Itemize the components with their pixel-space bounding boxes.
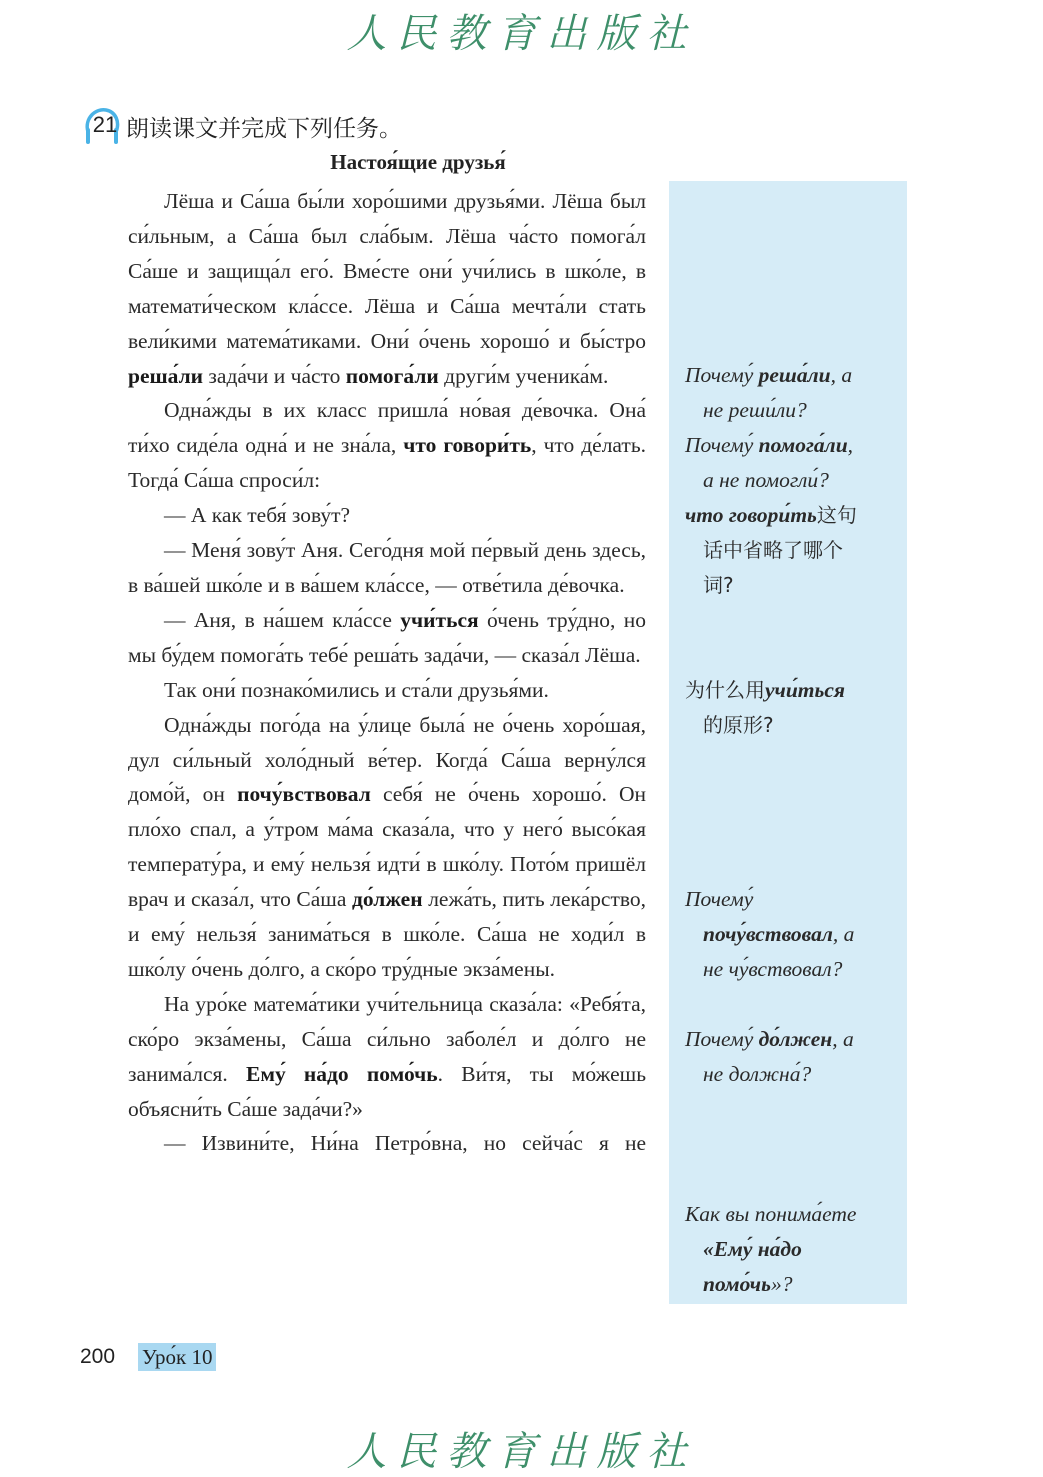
note-text: не должна́?	[703, 1061, 812, 1086]
note-text: , а	[832, 921, 855, 946]
story-paragraph	[128, 393, 646, 498]
story-paragraph	[128, 673, 646, 708]
story-text-run: о́чень тру́дно, но мы бу́дем помога́ть тебе́ реша́ть зада́чи, — сказа́л Лёша.	[128, 607, 646, 667]
note-text: Почему́	[685, 887, 754, 911]
highlighted-phrase: до́лжен	[351, 887, 423, 912]
note-text: не чу́вствовал?	[703, 956, 843, 981]
note-text: а не помогли́?	[703, 467, 829, 492]
note-pochuvstvoval	[685, 882, 895, 987]
publisher-logo-top: 人民教育出版社	[346, 11, 697, 57]
note-text: 为什么用	[685, 678, 765, 702]
story-paragraph	[128, 184, 646, 393]
note-text: »?	[770, 1271, 793, 1296]
highlighted-phrase: реша́ли	[128, 363, 204, 388]
note-text: , а	[830, 363, 853, 387]
story-paragraph	[128, 987, 646, 1127]
story-text-run: Так они́ познако́мились и ста́ли друзья́ми.	[164, 677, 549, 702]
note-keyword: реша́ли	[758, 363, 831, 387]
story-text-run: Одна́жды пого́да на у́лице была́ не о́чень хоро́шая, дул си́льный холо́дный ве́тер. Когда́ Са́ша верну́лся домо́й, он	[128, 712, 646, 807]
note-uchitsya	[685, 673, 895, 743]
story-text	[128, 184, 646, 1161]
note-text: 话中省略了哪个	[703, 537, 843, 562]
note-text: Почему́	[685, 363, 759, 387]
task-number: 21	[92, 112, 118, 137]
story-text-run: На уро́ке матема́тики учи́тельница сказа́ла: «Ребя́та, ско́ро экза́мены, Са́ша си́льно заболе́л и до́лго не занима́лся.	[128, 991, 646, 1086]
story-text-run: — Извини́те, Ни́на Петро́вна, но сейча́с я не	[164, 1131, 646, 1156]
note-text: 词?	[703, 572, 734, 597]
story-text-run: — А как тебя́ зову́т?	[164, 503, 351, 528]
story-paragraph	[128, 533, 646, 603]
note-keyword: учи́ться	[765, 678, 845, 702]
task-instruction: 朗读课文并完成下列任务。	[126, 116, 402, 142]
story-title: Настоя́щие друзья́	[330, 150, 506, 174]
page-number: 200	[80, 1345, 116, 1368]
story-text-run: други́м ученика́м.	[438, 363, 609, 388]
story-text-run: — Аня, в на́шем кла́ссе	[164, 607, 401, 632]
note-emu-nado-pomoch	[685, 1197, 895, 1302]
note-pomogali	[685, 428, 895, 498]
note-text: Почему́	[685, 433, 759, 457]
story-paragraph	[128, 1126, 646, 1161]
highlighted-phrase: Ему́ на́до помо́чь	[245, 1061, 438, 1086]
publisher-logo-bottom: 人民教育出版社	[346, 1429, 697, 1475]
highlighted-phrase: учи́ться	[400, 607, 479, 632]
note-text: ,	[847, 433, 854, 457]
story-paragraph	[128, 708, 646, 987]
note-keyword: почу́вствовал	[703, 921, 833, 946]
story-paragraph	[128, 603, 646, 673]
highlighted-phrase: почу́вствовал	[237, 782, 371, 807]
note-keyword: что говори́ть	[685, 503, 817, 527]
story-text-run: зада́чи и ча́сто	[203, 363, 346, 388]
note-dolzhen	[685, 1022, 895, 1092]
note-text: 的原形?	[703, 712, 774, 737]
story-text-run: лежа́ть, пить лека́рство, и ему́ нельзя́ занима́ться в шко́ле. Са́ша не ходи́л в шко́лу о́чень до́лго, а ско́ро тру́дные экза́мены.	[128, 887, 647, 981]
highlighted-phrase: что говори́ть	[403, 433, 532, 458]
lesson-label: Уро́к 10	[138, 1343, 216, 1371]
note-chto-govorit	[685, 498, 895, 603]
story-text-run: себя́ не о́чень хорошо́. Он пло́хо спал, а у́тром ма́ма сказа́ла, что у него́ высо́кая температу́ра, и ему́ нельзя́ идти́ в шко́лу. Пото́м пришёл врач и сказа́л, что Са́ша	[128, 782, 646, 912]
note-text: Как вы понима́ете	[685, 1202, 857, 1226]
note-reshali	[685, 358, 895, 428]
note-keyword: «Ему́ на́до	[703, 1236, 802, 1261]
note-text: Почему́	[685, 1027, 759, 1051]
story-text-run: , что де́лать. Тогда́ Са́ша спроси́л:	[128, 433, 646, 493]
story-text-run: Одна́жды в их класс пришла́ но́вая де́вочка. Она́ ти́хо сиде́ла одна́ и не зна́ла,	[128, 398, 646, 458]
note-text: 这句	[816, 503, 857, 527]
note-keyword: до́лжен	[758, 1027, 833, 1051]
note-text: не реши́ли?	[703, 397, 807, 422]
note-keyword: помога́ли	[758, 433, 848, 457]
story-text-run: — Меня́ зову́т Аня. Сего́дня мой пе́рвый день здесь, в ва́шей шко́ле и в ва́шем кла́ссе, — отве́тила де́вочка.	[128, 538, 646, 597]
note-keyword: помо́чь	[703, 1271, 771, 1296]
story-text-run: . Ви́тя, ты мо́жешь объясни́ть Са́ше зада́чи?»	[128, 1061, 647, 1121]
story-text-run: Лёша и Са́ша бы́ли хоро́шими друзья́ми. Лёша был си́льным, а Са́ша был сла́бым. Лёша ча́сто помога́л Са́ше и защища́л его́. Вме́сте они́ учи́лись в шко́ле, в математи́ческом кла́ссе. Лёша и Са́ша мечта́ли стать вели́кими матема́тиками. Они́ о́чень хорошо́ и бы́стро	[128, 189, 646, 353]
note-text: , а	[832, 1027, 854, 1051]
highlighted-phrase: помога́ли	[345, 363, 439, 388]
story-paragraph	[128, 498, 646, 533]
